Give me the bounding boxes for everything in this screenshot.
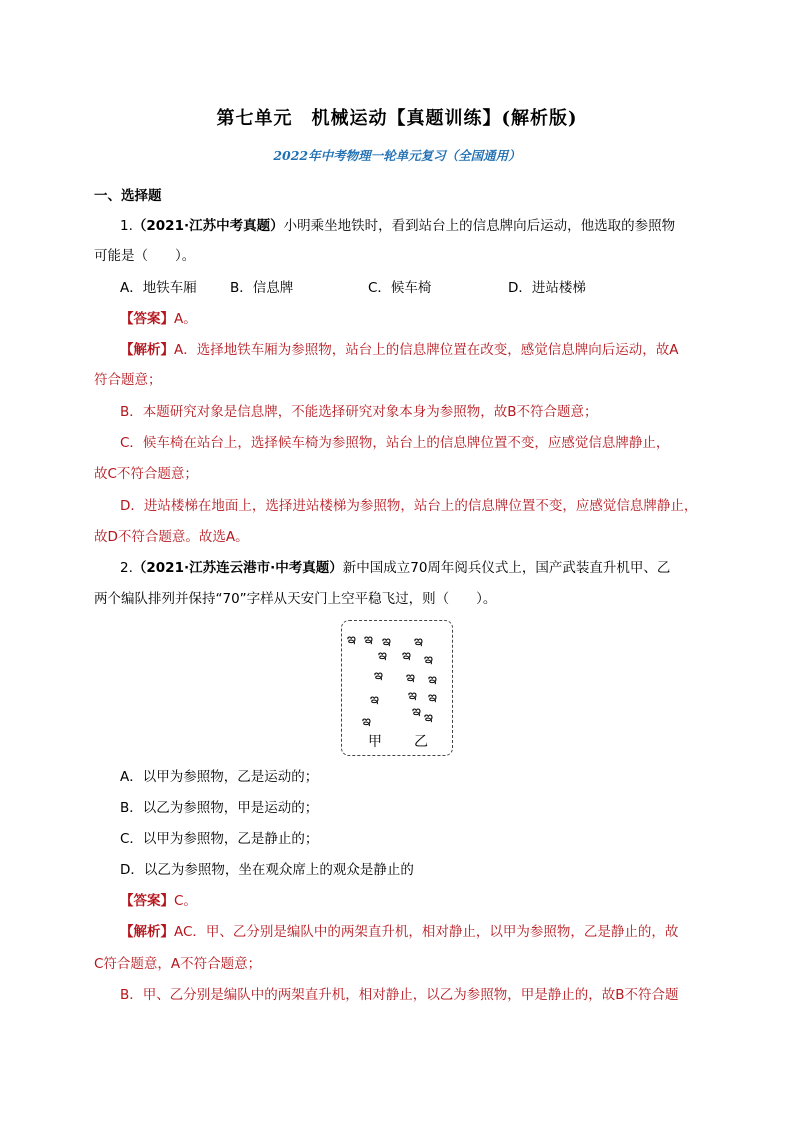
q1-analysis-line: 故D不符合题意。故选A。 — [94, 529, 249, 545]
q1-answer-value: A。 — [174, 311, 197, 327]
q2-option-a: A．以甲为参照物，乙是运动的； — [120, 769, 319, 785]
helicopter-icon: ఇ — [402, 648, 411, 663]
q1-answer — [120, 309, 197, 329]
q2-answer-value: C。 — [174, 893, 197, 909]
q2-analysis-text: AC．甲、乙分别是编队中的两架直升机，相对静止，以甲为参照物，乙是静止的，故 — [174, 924, 679, 940]
helicopter-icon: ఇ — [414, 634, 423, 649]
q2-number: 2. — [120, 560, 133, 576]
q1-number: 1. — [120, 218, 133, 234]
q1-stem-line-2: 可能是（ ）。 — [94, 248, 196, 264]
q1-analysis-text: A．选择地铁车厢为参照物，站台上的信息牌位置在改变，感觉信息牌向后运动，故A — [174, 342, 679, 358]
label-yi: 乙 — [414, 734, 428, 750]
q2-answer — [120, 891, 197, 911]
q2-option-b: B．以乙为参照物，甲是运动的； — [120, 800, 319, 816]
q1-option-a: A．地铁车厢 — [120, 280, 197, 296]
helicopter-icon: ఇ — [382, 634, 391, 649]
helicopter-icon: ఇ — [408, 688, 417, 703]
q1-option-d: D．进站楼梯 — [508, 280, 586, 296]
q1-source: （2021·江苏中考真题） — [132, 218, 284, 234]
helicopter-icon: ఇ — [378, 648, 387, 663]
q2-option-d: D．以乙为参照物，坐在观众席上的观众是静止的 — [120, 862, 414, 878]
helicopter-icon: ఇ — [424, 652, 433, 667]
q1-analysis-line: C．候车椅在站台上，选择候车椅为参照物，站台上的信息牌位置不变，应感觉信息牌静止， — [120, 435, 670, 451]
q1-analysis-line: 故C不符合题意； — [94, 466, 198, 482]
q1-analysis-line: 符合题意； — [94, 372, 162, 388]
q2-analysis-line: B．甲、乙分别是编队中的两架直升机，相对静止，以乙为参照物，甲是静止的，故B不符合题 — [120, 987, 679, 1003]
q1-answer-tag: 【答案】 — [120, 311, 174, 327]
q2-analysis-line: C符合题意，A不符合题意； — [94, 956, 262, 972]
helicopter-icon: ఇ — [374, 668, 383, 683]
helicopter-icon: ఇ — [428, 690, 437, 705]
q1-analysis-line: D．进站楼梯在地面上，选择进站楼梯为参照物，站台上的信息牌位置不变，应感觉信息牌静止， — [120, 498, 698, 514]
q1-analysis-line — [120, 340, 678, 360]
q1-analysis-line: B．本题研究对象是信息牌，不能选择研究对象本身为参照物，故B不符合题意； — [120, 404, 598, 420]
helicopter-icon: ఇ — [347, 632, 356, 647]
q2-analysis-tag: 【解析】 — [120, 924, 174, 940]
q2-analysis-line — [120, 922, 678, 942]
q2-option-c: C．以甲为参照物，乙是静止的； — [120, 831, 319, 847]
helicopter-icon: ఇ — [428, 672, 437, 687]
helicopter-icon: ఇ — [406, 670, 415, 685]
helicopter-icon: ఇ — [364, 632, 373, 647]
helicopter-icon: ఇ — [370, 692, 379, 707]
q2-source: （2021·江苏连云港市·中考真题） — [132, 560, 343, 576]
q2-stem-line-1 — [120, 558, 670, 578]
q2-stem-line-2: 两个编队排列并保持“70”字样从天安门上空平稳飞过，则（ ）。 — [94, 591, 497, 607]
q1-stem-text: 小明乘坐地铁时，看到站台上的信息牌向后运动，他选取的参照物 — [283, 218, 676, 234]
page-subtitle: 2022年中考物理一轮单元复习（全国通用） — [273, 148, 521, 163]
q1-option-c: C．候车椅 — [368, 280, 432, 296]
page-title: 第七单元 机械运动【真题训练】(解析版) — [216, 108, 578, 129]
helicopter-icon: ఇ — [412, 704, 421, 719]
q1-analysis-tag: 【解析】 — [120, 342, 174, 358]
section-heading: 一、选择题 — [94, 188, 162, 204]
q1-option-b: B．信息牌 — [230, 280, 294, 296]
label-jia: 甲 — [368, 734, 382, 750]
q2-answer-tag: 【答案】 — [120, 893, 174, 909]
q1-stem-line-1 — [120, 216, 675, 236]
helicopter-icon: ఇ — [424, 710, 433, 725]
helicopter-icon: ఇ — [362, 714, 371, 729]
formation-figure — [341, 620, 453, 756]
q2-stem-text: 新中国成立70周年阅兵仪式上，国产武装直升机甲、乙 — [342, 560, 671, 576]
